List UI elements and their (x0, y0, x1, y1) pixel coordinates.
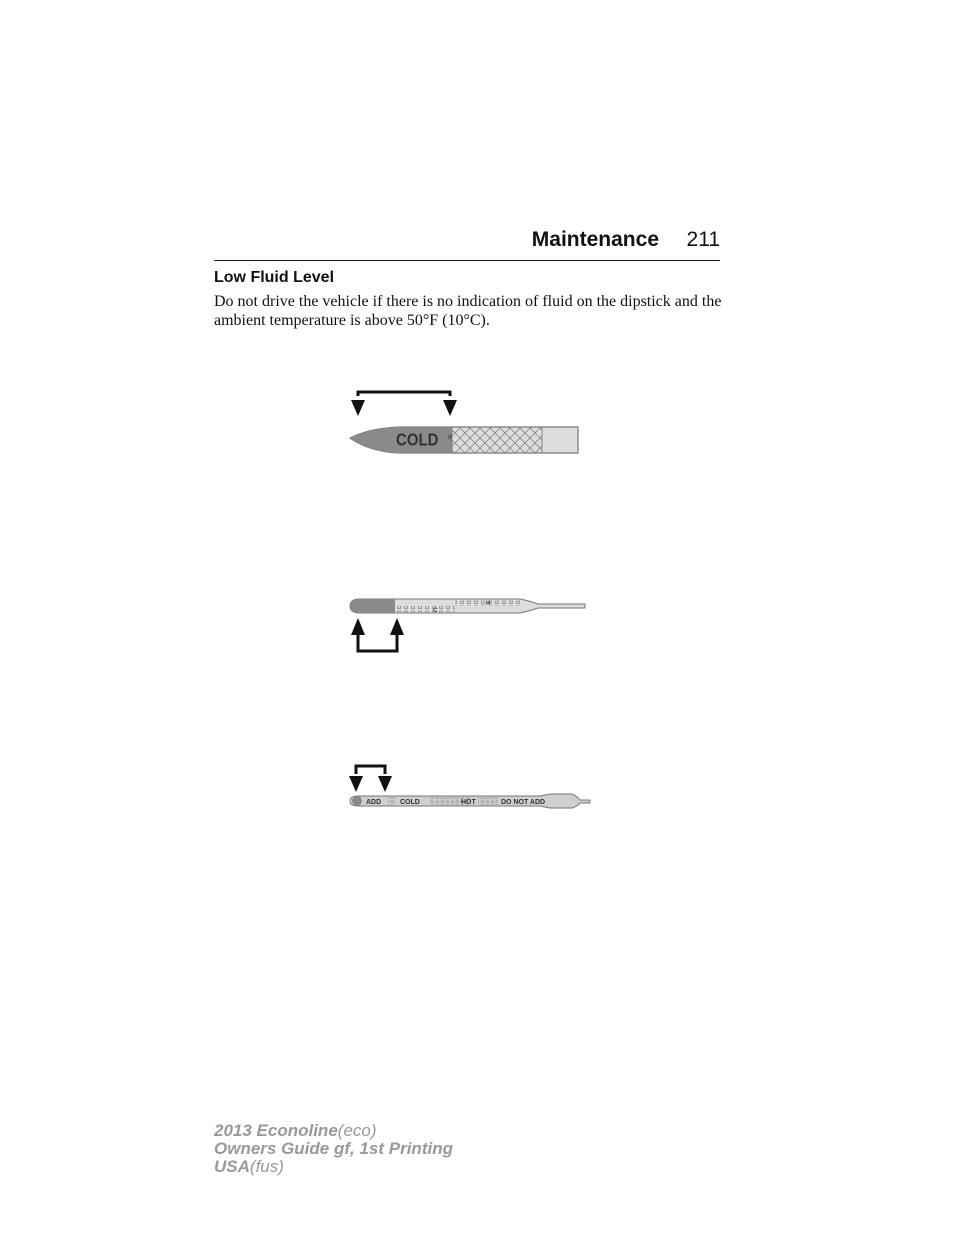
footer-line-3 (214, 1158, 453, 1176)
dipstick-figure-c-h (340, 580, 600, 660)
footer-model-code: (eco) (337, 1121, 377, 1140)
hot-label: HOT (461, 799, 476, 806)
do-not-add-label: DO NOT ADD (501, 799, 546, 806)
page-number: 211 (686, 228, 720, 251)
add-label: ADD (366, 799, 382, 806)
cold-label: COLD (396, 430, 439, 450)
body-paragraph: Do not drive the vehicle if there is no indication of fluid on the dipstick and the ambient temperature is above 50°F (10°C). (214, 293, 722, 329)
bracket-arrow-icon (351, 392, 457, 416)
page-footer (214, 1122, 453, 1176)
section-title: Maintenance (531, 228, 659, 251)
footer-line-2: Owners Guide gf, 1st Printing (214, 1139, 453, 1158)
bracket-arrow-icon (349, 766, 392, 792)
dipstick-figure-add-range (340, 760, 600, 820)
page-header (214, 228, 720, 261)
cold-label: COLD (400, 799, 420, 806)
footer-model: 2013 Econoline (214, 1121, 338, 1140)
footer-market: USA (214, 1157, 250, 1176)
fluid-band (350, 599, 395, 613)
h-label: H (486, 601, 491, 607)
subheading: Low Fluid Level (214, 269, 335, 286)
footer-line-1 (214, 1122, 453, 1140)
dipstick-figure-cold (340, 388, 600, 460)
c-label: C (433, 608, 438, 614)
footer-market-code: (fus) (249, 1157, 284, 1176)
bracket-arrow-icon (351, 618, 404, 651)
